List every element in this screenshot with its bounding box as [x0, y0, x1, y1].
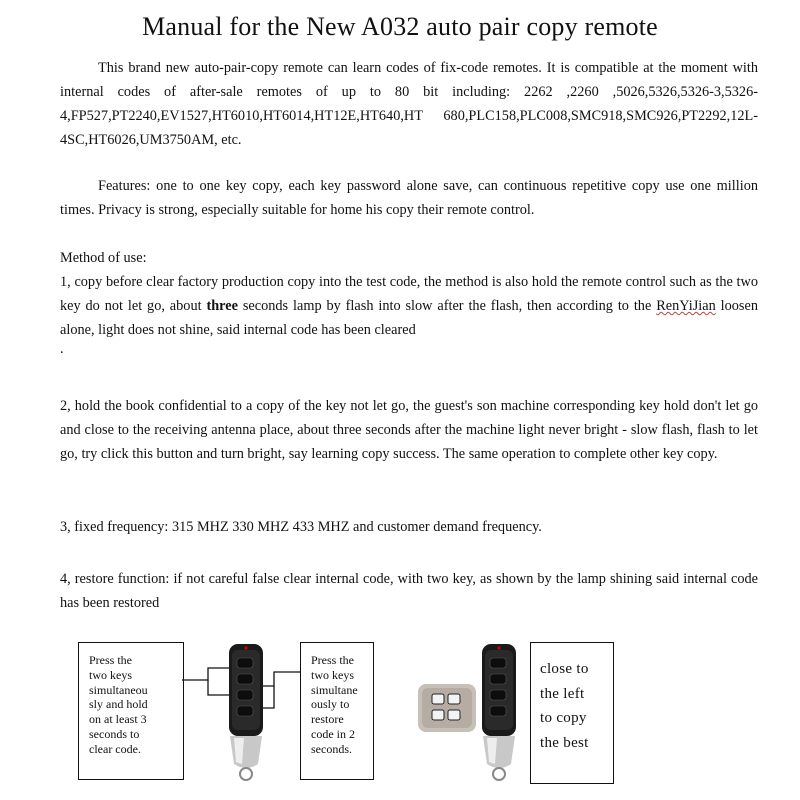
step-1-text-a: 1, copy before clear factory production copy into the test code, the method is also hold the remote control such as the two key do not let go, about	[60, 274, 758, 314]
intro-text: This brand new auto-pair-copy remote can learn codes of fix-code remotes. It is compatible at the moment with internal codes of after-sale remotes of up to 80 bit including: 2262 ,2260 ,5026,5326,5326-3,5326-4,FP527,PT2240,EV1527,HT6010,HT6014,HT12E,HT640,HT 680,PLC158,PLC008,SMC918,SMC926,PT2292,12L-4SC,HT6026,UM3750AM, etc.	[60, 60, 758, 148]
copy-position-instruction-box	[530, 642, 614, 784]
step-1-name: RenYiJian	[656, 298, 716, 314]
step-1-text-c: loosen alone, light does not shine, said internal code has been cleared	[60, 298, 758, 338]
remote-control-image	[222, 640, 272, 785]
step-4: 4, restore function: if not careful false clear internal code, with two key, as shown by the lamp shining said internal code has been restored	[60, 571, 758, 611]
stray-dot: .	[60, 341, 64, 357]
clear-code-instruction-text: Press the two keys simultaneou sly and hold on at least 3 seconds to clear code.	[89, 653, 148, 756]
step-1-bold: three	[206, 298, 238, 314]
page-title: Manual for the New A032 auto pair copy remote	[142, 12, 658, 41]
restore-code-instruction-text: Press the two keys simultane ously to restore code in 2 seconds.	[311, 653, 358, 756]
copy-position-instruction-text: close to the left to copy the best	[540, 661, 589, 751]
clear-code-instruction-box	[78, 642, 184, 780]
method-heading: Method of use:	[60, 250, 147, 266]
step-1	[60, 270, 758, 342]
restore-code-instruction-box	[300, 642, 374, 780]
method-section	[60, 246, 758, 364]
step-3: 3, fixed frequency: 315 MHZ 330 MHZ 433 MHZ and customer demand frequency.	[60, 519, 542, 535]
remote-copy-image	[418, 640, 526, 785]
features-text: Features: one to one key copy, each key password alone save, can continuous repetitive copy use one million times. Privacy is strong, especially suitable for home his copy their remote control.	[60, 178, 758, 218]
step-1-text-b: seconds lamp by flash into slow after the flash, then according to the	[242, 298, 652, 314]
intro-paragraph	[60, 56, 758, 152]
step-2: 2, hold the book confidential to a copy of the key not let go, the guest's son machine corresponding key hold don't let go and close to the receiving antenna place, about three seconds after the machine light never bright - slow flash, flash to let go, try click this button and turn bright, say learning copy success. The same operation to complete other key copy.	[60, 398, 758, 462]
features-paragraph	[60, 174, 758, 222]
